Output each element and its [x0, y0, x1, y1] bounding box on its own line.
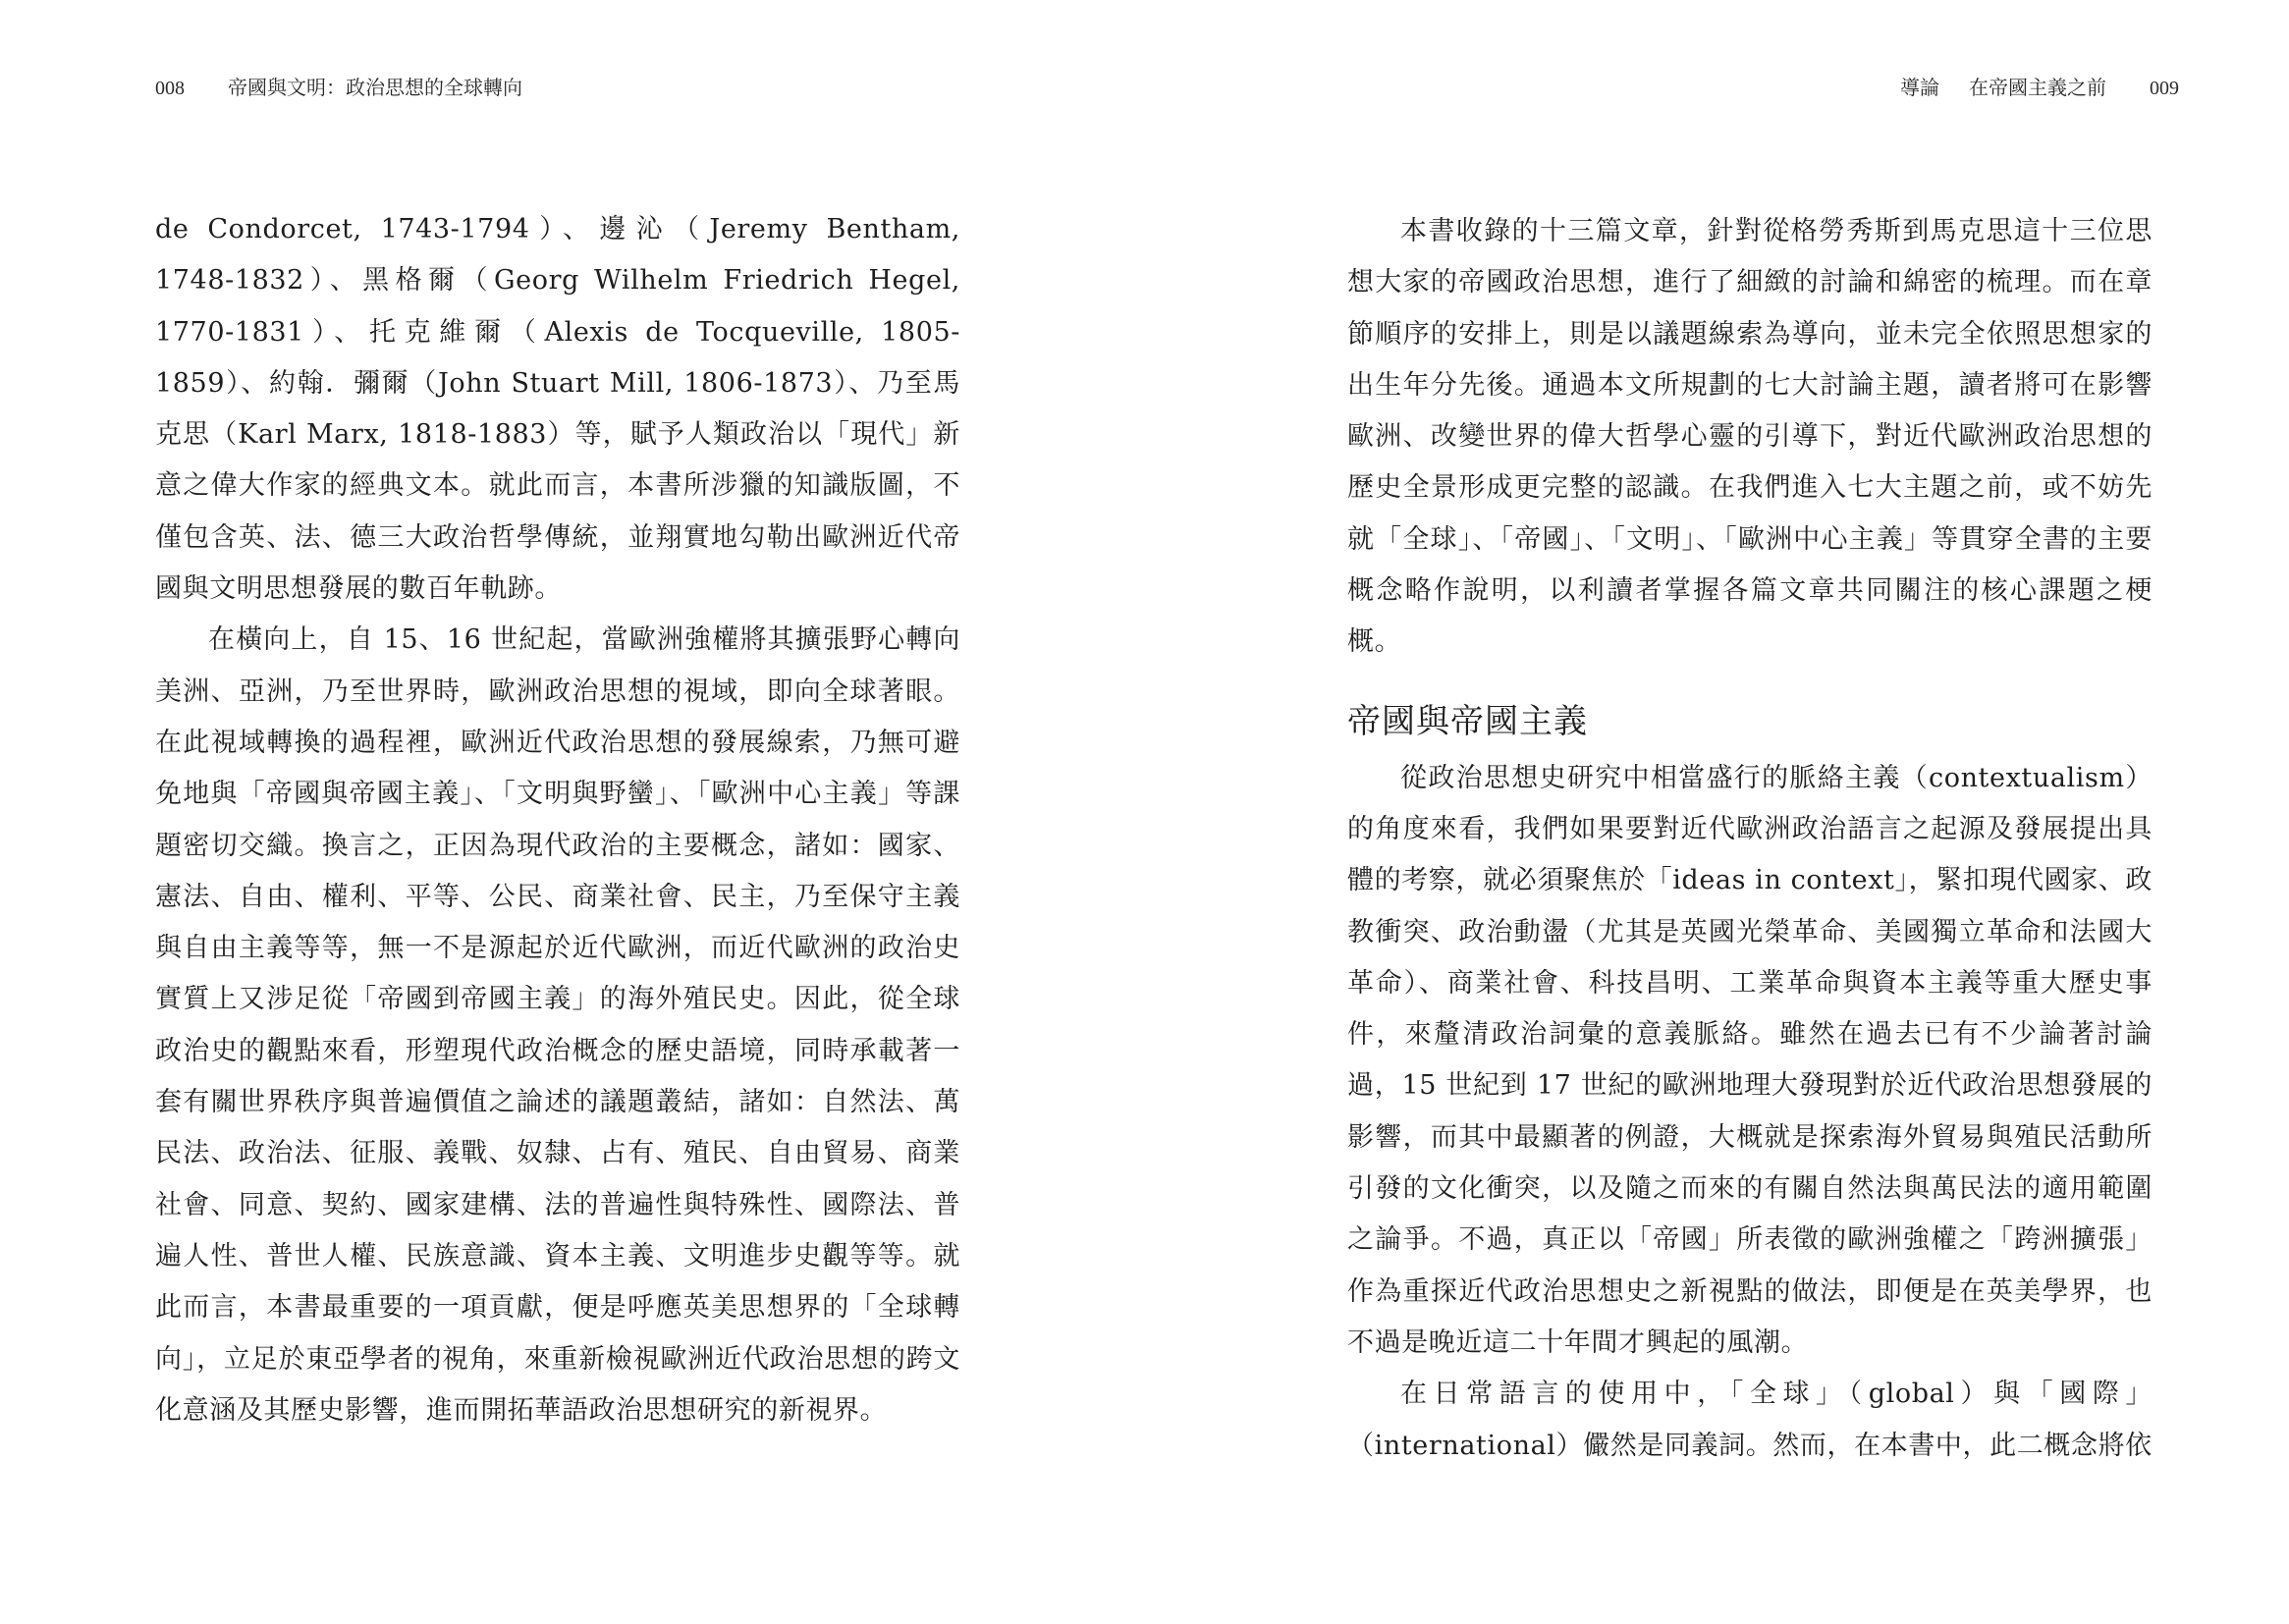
left-page	[0, 0, 1144, 1624]
right-paragraph-contextualism: 從政治思想史研究中相當盛行的脈絡主義（contextualism）的角度來看，我們如果要對近代歐洲政治語言之起源及發展提出具體的考察，就必須聚焦於「ideas in context」，緊扣現代國家、政教衝突、政治動盪（尤其是英國光榮革命、美國獨立革命和法國大革命）、商業社會、科技昌明、工業革命與資本主義等重大歷史事件，來釐清政治詞彙的意義脈絡。雖然在過去已有不少論著討論過，15 世紀到 17 世紀的歐洲地理大發現對於近代政治思想發展的影響，而其中最顯著的例證，大概就是探索海外貿易與殖民活動所引發的文化衝突，以及隨之而來的有關自然法與萬民法的適用範圍之論爭。不過，真正以「帝國」所表徵的歐洲強權之「跨洲擴張」作為重探近代政治思想史之新視點的做法，即便是在英美學界，也不過是晚近這二十年間才興起的風潮。	[1347, 762, 2153, 1358]
left-paragraph: 在橫向上，自 15、16 世紀起，當歐洲強權將其擴張野心轉向美洲、亞洲，乃至世界時，歐洲政治思想的視域，即向全球著眼。在此視域轉換的過程裡，歐洲近代政治思想的發展線索，乃無可避免地與「帝國與帝國主義」、「文明與野蠻」、「歐洲中心主義」等課題密切交織。換言之，正因為現代政治的主要概念，諸如：國家、憲法、自由、權利、平等、公民、商業社會、民主，乃至保守主義與自由主義等等，無一不是源起於近代歐洲，而近代歐洲的政治史實質上又涉足從「帝國到帝國主義」的海外殖民史。因此，從全球政治史的觀點來看，形塑現代政治概念的歷史語境，同時承載著一套有關世界秩序與普遍價值之論述的議題叢結，諸如：自然法、萬民法、政治法、征服、義戰、奴隸、占有、殖民、自由貿易、商業社會、同意、契約、國家建構、法的普遍性與特殊性、國際法、普遍人性、普世人權、民族意識、資本主義、文明進步史觀等等。就此而言，本書最重要的一項貢獻，便是呼應英美思想界的「全球轉向」，立足於東亞學者的視角，來重新檢視歐洲近代政治思想的跨文化意涵及其歷史影響，進而開拓華語政治思想研究的新視界。	[155, 624, 960, 1426]
right-running-head-title: 在帝國主義之前	[1969, 76, 2106, 99]
right-running-head	[1900, 75, 2179, 101]
left-paragraph-continued: de Condorcet, 1743-1794）、邊沁（Jeremy Bentham, 1748-1832）、黑格爾（Georg Wilhelm Friedrich Hegel, 1770-1831）、托克維爾（Alexis de Tocqueville, 1805-1859）、約翰．彌爾（John Stuart Mill, 1806-1873）、乃至馬克思（Karl Marx, 1818-1883）等，賦予人類政治以「現代」新意之偉大作家的經典文本。就此而言，本書所涉獵的知識版圖，不僅包含英、法、德三大政治哲學傳統，並翔實地勾勒出歐洲近代帝國與文明思想發展的數百年軌跡。	[155, 214, 960, 605]
section-heading: 帝國與帝國主義	[1347, 701, 1588, 741]
right-paragraph-global: 在日常語言的使用中，「全球」（global）與「國際」（international）儼然是同義詞。然而，在本書中，此二概念將依	[1347, 1379, 2153, 1461]
right-page-number: 009	[2150, 78, 2179, 99]
left-page-number: 008	[155, 78, 185, 99]
right-paragraph-intro: 本書收錄的十三篇文章，針對從格勞秀斯到馬克思這十三位思想大家的帝國政治思想，進行了細緻的討論和綿密的梳理。而在章節順序的安排上，則是以議題線索為導向，並未完全依照思想家的出生年分先後。通過本文所規劃的七大討論主題，讀者將可在影響歐洲、改變世界的偉大哲學心靈的引導下，對近代歐洲政治思想的歷史全景形成更完整的認識。在我們進入七大主題之前，或不妨先就「全球」、「帝國」、「文明」、「歐洲中心主義」等貫穿全書的主要概念略作說明，以利讀者掌握各篇文章共同關注的核心課題之梗概。	[1347, 216, 2153, 658]
right-chapter-label: 導論	[1900, 76, 1939, 99]
left-running-head	[155, 75, 522, 101]
left-running-head-title: 帝國與文明：政治思想的全球轉向	[228, 76, 522, 99]
left-body-text	[155, 204, 960, 1436]
right-body-text	[1347, 206, 2153, 1472]
right-page	[1144, 0, 2289, 1624]
